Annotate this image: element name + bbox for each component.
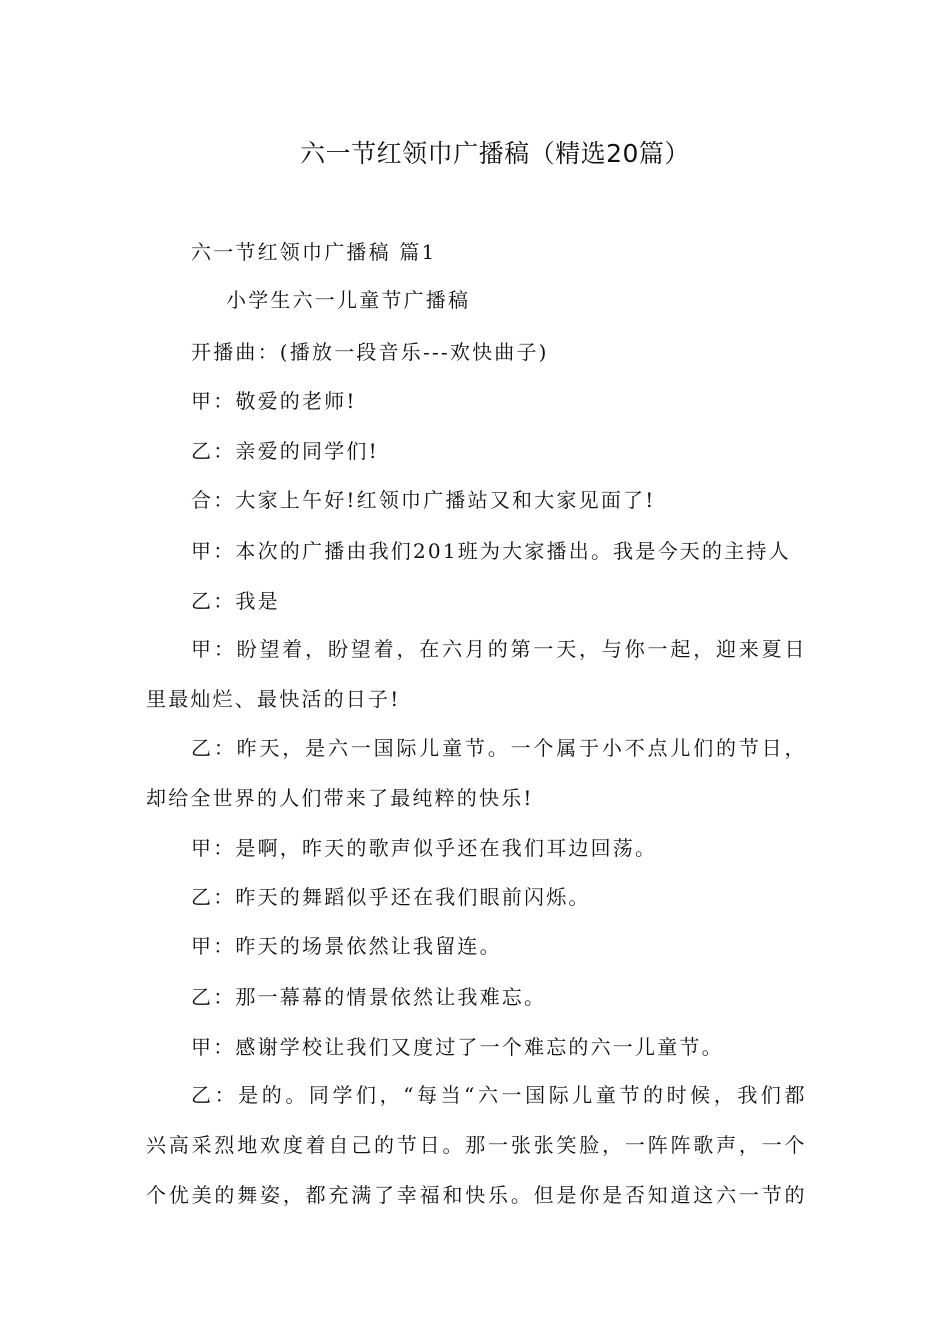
paragraph-line: 乙：是的。同学们，“每当“六一国际儿童节的时候，我们都 (191, 1083, 806, 1107)
paragraph-line: 兴高采烈地欢度着自己的节日。那一张张笑脸，一阵阵歌声，一个 (146, 1133, 806, 1157)
paragraph-line: 里最灿烂、最快活的日子! (146, 687, 401, 711)
paragraph-line: 乙：亲爱的同学们! (191, 439, 379, 463)
paragraph-line: 乙：昨天的舞蹈似乎还在我们眼前闪烁。 (191, 885, 591, 909)
paragraph-line: 甲：本次的广播由我们201班为大家播出。我是今天的主持人 (191, 539, 791, 563)
paragraph-line: 甲：感谢学校让我们又度过了一个难忘的六一儿童节。 (191, 1035, 724, 1059)
document-title: 六一节红领巾广播稿（精选20篇） (300, 139, 690, 168)
subheading: 小学生六一儿童节广播稿 (226, 288, 471, 312)
paragraph-line: 甲：是啊，昨天的歌声似乎还在我们耳边回荡。 (191, 836, 658, 860)
paragraph-line: 甲：昨天的场景依然让我留连。 (191, 934, 502, 958)
paragraph-line: 乙：昨天，是六一国际儿童节。一个属于小不点儿们的节日， (191, 736, 806, 760)
section-heading: 六一节红领巾广播稿 篇1 (191, 240, 437, 264)
paragraph-line: 却给全世界的人们带来了最纯粹的快乐! (146, 786, 534, 810)
paragraph-line: 开播曲：(播放一段音乐---欢快曲子) (191, 340, 549, 364)
paragraph-line: 合：大家上午好!红领巾广播站又和大家见面了! (191, 488, 656, 512)
paragraph-line: 甲：敬爱的老师! (191, 389, 357, 413)
paragraph-line: 个优美的舞姿，都充满了幸福和快乐。但是你是否知道这六一节的 (146, 1183, 806, 1207)
paragraph-line: 乙：那一幕幕的情景依然让我难忘。 (191, 985, 547, 1009)
paragraph-line: 甲：盼望着，盼望着，在六月的第一天，与你一起，迎来夏日 (191, 637, 806, 661)
paragraph-line: 乙：我是 (191, 589, 280, 613)
